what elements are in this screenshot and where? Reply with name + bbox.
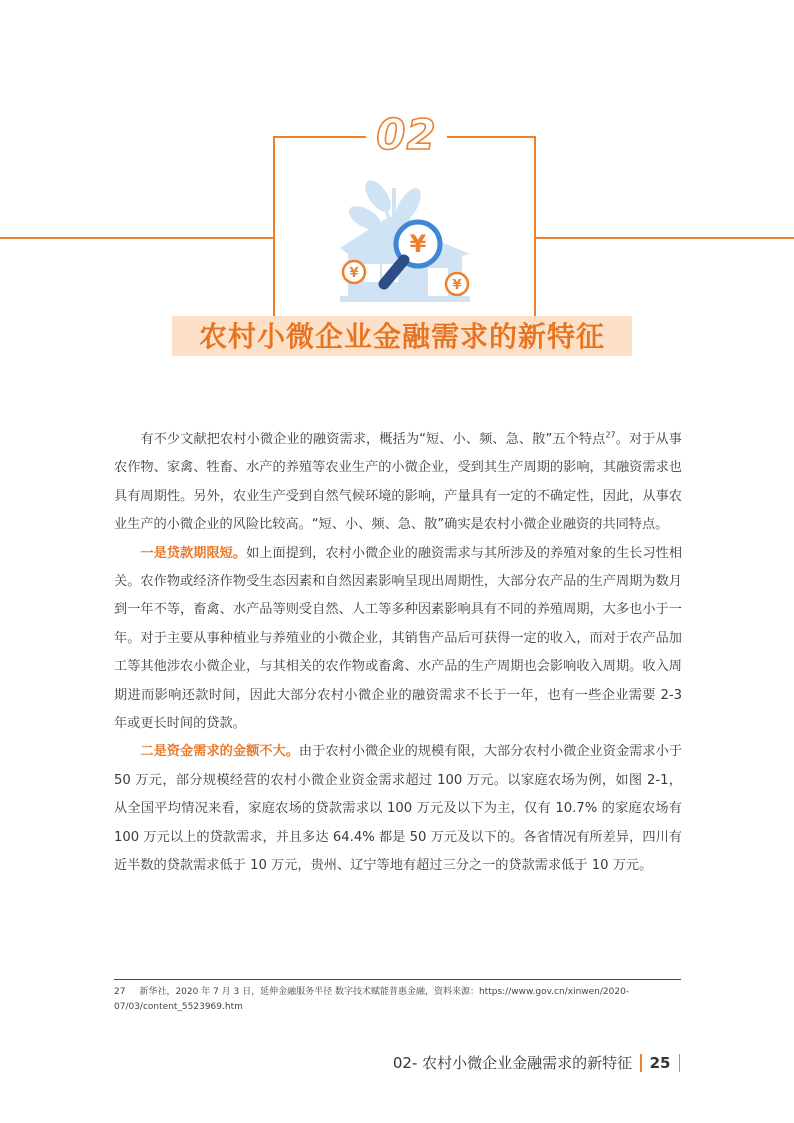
footer-divider <box>640 1054 642 1072</box>
paragraph: 有不少文献把农村小微企业的融资需求，概括为“短、小、频、急、散”五个特点$^{27}$。对于从事农作物、家禽、牲畜、水产的养殖等农业生产的小微企业，受到其生产周期的影响，其融资需求也具有周期性。另外，农业生产受到自然气候环境的影响，产量具有一定的不确定性，因此，从事农业生产的小微企业的风险比较高。“短、小、频、急、散”确实是农村小微企业融资的共同特点。 <box>114 430 682 533</box>
page-number: 25 <box>649 1053 671 1072</box>
page-footer <box>393 1052 680 1073</box>
footnote-number: 27 <box>114 987 126 997</box>
svg-text:¥: ¥ <box>409 230 427 258</box>
paragraph: 二是资金需求的金额不大。由于农村小微企业的规模有限，大部分农村小微企业资金需求小于 50 万元，部分规模经营的农村小微企业资金需求超过 100 万元。以家庭农场为例，如图 2-1，从全国平均情况来看，家庭农场的贷款需求以 100 万元及以下为主，仅有 10.7% 的家庭农场有 100 万元以上的贷款需求，并且多达 64.4% 都是 50 万元及以下的。各省情况有所差异，四川有近半数的贷款需求低于 10 万元，贵州、辽宁等地有超过三分之一的贷款需求低于 10 万元。 <box>114 744 683 874</box>
frame-top-right <box>447 136 536 138</box>
yuan-coin-icon <box>446 273 468 295</box>
yuan-coin-icon <box>343 261 365 283</box>
frame-right <box>534 136 536 319</box>
running-title: 02- 农村小微企业金融需求的新特征 <box>392 1054 633 1072</box>
chapter-illustration <box>320 168 490 308</box>
header-rule-right <box>536 237 794 239</box>
footnote-ref[interactable]: 27 <box>605 430 616 440</box>
svg-text:¥: ¥ <box>452 278 462 293</box>
paragraph-lead: 二是资金需求的金额不大。 <box>140 744 299 760</box>
chapter-title: 农村小微企业金融需求的新特征 <box>198 320 605 353</box>
chapter-number: 02 <box>376 110 437 159</box>
footnote-rule <box>114 979 681 980</box>
body-text <box>114 426 682 881</box>
footnote-text: 新华社，2020 年 7 月 3 日，延伸金融服务半径 数字技术赋能普惠金融，资料来源：https://www.gov.cn/xinwen/2020-07/03/content_5523969.htm <box>114 987 630 1012</box>
frame-top-left <box>273 136 366 138</box>
footnote <box>114 985 682 1015</box>
footer-divider <box>679 1054 681 1072</box>
header-rule-left <box>0 237 273 239</box>
frame-left <box>273 136 275 319</box>
paragraph: 一是贷款期限短。如上面提到，农村小微企业的融资需求与其所涉及的养殖对象的生长习性相关。农作物或经济作物受生态因素和自然因素影响呈现出周期性，大部分农产品的生产周期为数月到一年不等，畜禽、水产品等则受自然、人工等多种因素影响具有不同的养殖周期，大多也小于一年。对于主要从事种植业与养殖业的小微企业，其销售产品后可获得一定的收入，而对于农产品加工等其他涉农小微企业，与其相关的农作物或畜禽、水产品的生产周期也会影响收入周期。收入周期进而影响还款时间，因此大部分农村小微企业的融资需求不长于一年，也有一些企业需要 2-3 年或更长时间的贷款。 <box>114 545 683 732</box>
svg-text:¥: ¥ <box>349 266 359 281</box>
paragraph-lead: 一是贷款期限短。 <box>140 545 247 561</box>
